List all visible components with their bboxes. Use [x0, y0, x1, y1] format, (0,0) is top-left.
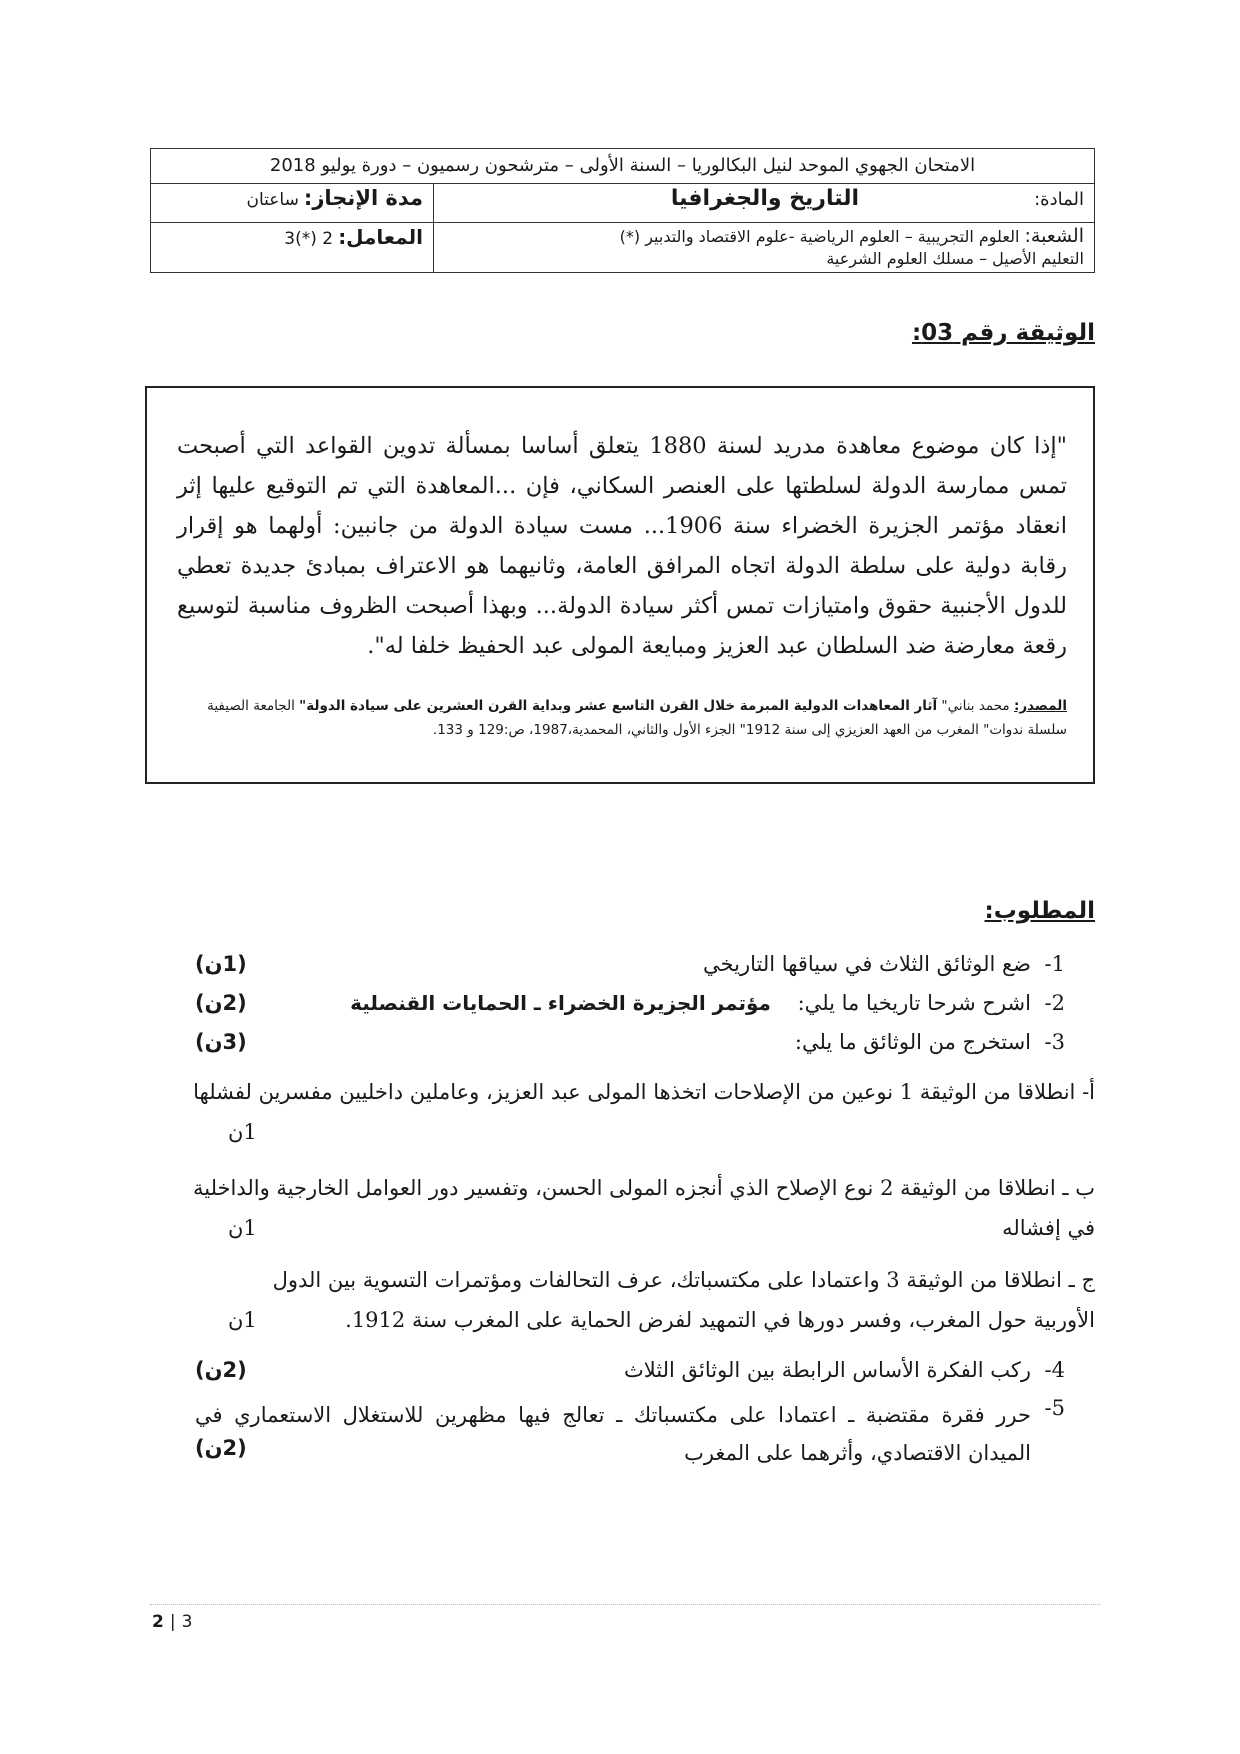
question-number: 2-: [1044, 991, 1065, 1015]
duration-cell: [151, 184, 434, 223]
coefficient-label: المعامل:: [338, 225, 423, 249]
question-text: استخرج من الوثائق ما يلي:: [794, 1030, 1031, 1054]
question-5-row: [195, 1396, 1065, 1476]
question-points: (3ن): [195, 1030, 247, 1054]
sub-question-b-points: 1ن: [228, 1216, 257, 1240]
page-total: 3: [181, 1612, 193, 1632]
question-2: [195, 991, 1065, 1027]
quote-text: "إذا كان موضوع معاهدة مدريد لسنة 1880 يتعلق أساسا بمسألة تدوين القواعد التي أصبحت تمس ممارسة الدولة لسلطتها على العنصر السكاني، فإن ...المعاهدة التي تم التوقيع عليها إثر انعقاد مؤتمر الجزيرة الخضراء سنة 1906... مست سيادة الدولة من جانبين: أولهما هو إقرار رقابة دولية على سلطة الدولة اتجاه المرافق العامة، وثانيهما هو الاعتراف بمبادئ جديدة تعطي للدول الأجنبية حقوق وامتيازات تمس أكثر سيادة الدولة... وبهذا أصبحت الظروف مناسبة لتوسيع رقعة معارضة ضد السلطان عبد العزيز ومبايعة المولى عبد الحفيظ خلفا له".: [177, 433, 1067, 659]
question-text: حرر فقرة مقتضبة ـ اعتمادا على مكتسباتك ـ تعالج فيها مظهرين للاستغلال الاستعماري في الميدان الاقتصادي، وأثرهما على المغرب: [195, 1403, 1031, 1465]
question-3: [195, 1030, 1065, 1066]
required-heading: المطلوب:: [984, 898, 1095, 924]
question-points: (2ن): [195, 1358, 247, 1382]
branch-line-2: التعليم الأصيل – مسلك العلوم الشرعية: [826, 249, 1084, 268]
coefficient-value: 2 (*)3: [284, 229, 334, 249]
question-text: ركب الفكرة الأساس الرابطة بين الوثائق الثلاث: [624, 1358, 1031, 1382]
question-topics: مؤتمر الجزيرة الخضراء ـ الحمايات القنصلية: [350, 991, 771, 1015]
duration-label: مدة الإنجاز:: [303, 186, 423, 210]
question-4: [195, 1358, 1065, 1394]
sub-question-a: أ- انطلاقا من الوثيقة 1 نوعين من الإصلاحات اتخذها المولى عبد العزيز، وعاملين داخليين مفسرين لفشلها: [193, 1080, 1095, 1104]
quote-box: [145, 386, 1095, 784]
source-details: الجامعة الصيفية سلسلة ندوات" المغرب من العهد العزيزي إلى سنة 1912" الجزء الأول والثاني، المحمدية،1987، ص:129 و 133.: [207, 698, 1067, 738]
page-number: [152, 1612, 192, 1632]
page-separator: |: [169, 1612, 176, 1632]
question-number: 1-: [1044, 952, 1065, 976]
question-points: (2ن): [195, 1436, 247, 1460]
source-title: آثار المعاهدات الدولية المبرمة خلال القرن التاسع عشر وبداية القرن العشرين على سيادة الدولة": [299, 698, 938, 714]
sub-question-a-points: 1ن: [228, 1120, 257, 1144]
exam-header-table: [150, 148, 1095, 273]
duration-value: ساعتان: [246, 190, 299, 210]
question-number: 3-: [1044, 1030, 1065, 1054]
source-citation: [177, 694, 1067, 742]
footer-divider: [150, 1604, 1100, 1605]
branch-label: الشعبة:: [1024, 225, 1084, 247]
sub-question-c: ج ـ انطلاقا من الوثيقة 3 واعتمادا على مكتسباتك، عرف التحالفات ومؤتمرات التسوية بين الدول الأوربية حول المغرب، وفسر دورها في التمهيد لفرض الحماية على المغرب سنة 1912.: [272, 1268, 1095, 1332]
source-label: المصدر:: [1013, 698, 1067, 714]
question-number: 4-: [1044, 1358, 1065, 1382]
subject-label: المادة:: [1034, 189, 1084, 210]
document-heading: الوثيقة رقم 03:: [911, 320, 1095, 346]
question-text-wrap: [350, 991, 1031, 1015]
source-author: محمد بناني": [941, 698, 1010, 714]
question-points: (1ن): [195, 952, 247, 976]
question-points: (2ن): [195, 991, 247, 1015]
subject-cell: [434, 184, 1095, 223]
question-text: اشرح شرحا تاريخيا ما يلي:: [797, 991, 1031, 1015]
page-current: 2: [152, 1612, 164, 1632]
question-number: 5-: [1044, 1396, 1065, 1420]
sub-question-c-points: 1ن: [228, 1308, 257, 1332]
question-text: ضع الوثائق الثلاث في سياقها التاريخي: [703, 952, 1031, 976]
branch-cell: [434, 223, 1095, 273]
coefficient-cell: [151, 223, 434, 273]
subject-name: التاريخ والجغرافيا: [670, 186, 860, 211]
exam-title: الامتحان الجهوي الموحد لنيل البكالوريا – السنة الأولى – مترشحون رسميون – دورة يوليو 2018: [151, 149, 1095, 184]
sub-question-b: ب ـ انطلاقا من الوثيقة 2 نوع الإصلاح الذي أنجزه المولى الحسن، وتفسير دور العوامل الخارجية والداخلية في إفشاله: [192, 1176, 1095, 1240]
question-1: [195, 952, 1065, 988]
branch-line-1: العلوم التجريبية – العلوم الرياضية -علوم الاقتصاد والتدبير (*): [619, 227, 1020, 246]
